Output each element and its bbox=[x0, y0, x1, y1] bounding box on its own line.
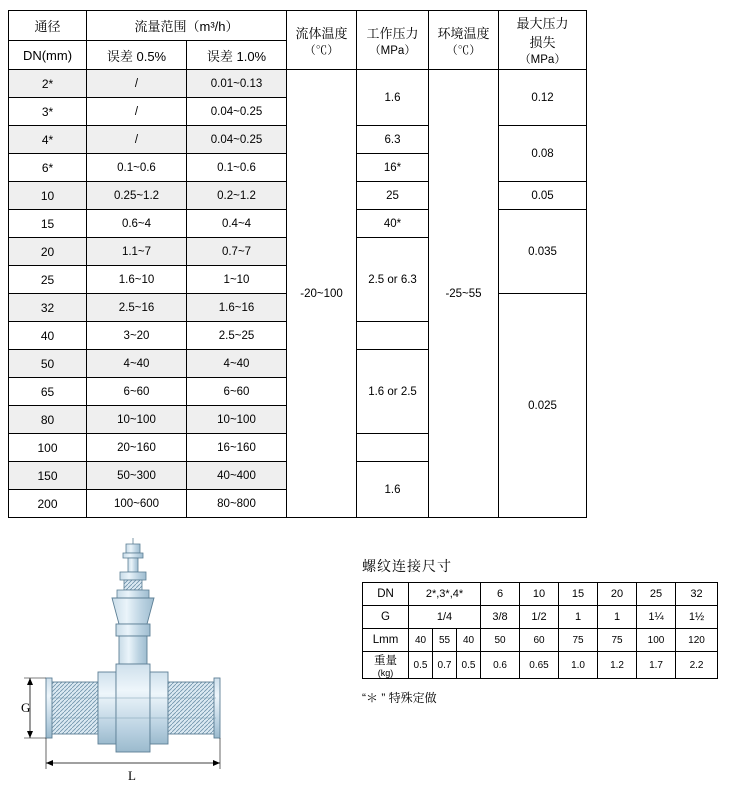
cell-flow-error-05: 2.5~16 bbox=[87, 294, 187, 322]
cell-flow-error-10: 0.4~4 bbox=[187, 210, 287, 238]
thread-cell-l: 50 bbox=[481, 629, 520, 652]
thread-cell-l: 40 bbox=[457, 629, 481, 652]
cell-flow-error-10: 0.01~0.13 bbox=[187, 70, 287, 98]
thread-cell-dn: 6 bbox=[481, 583, 520, 606]
thread-cell-weight: 1.2 bbox=[598, 652, 637, 679]
cell-work-pressure: 40* bbox=[357, 210, 429, 238]
thread-cell-weight: 0.5 bbox=[409, 652, 433, 679]
thread-dimension-table bbox=[362, 582, 718, 679]
thread-row-weight bbox=[363, 652, 718, 679]
header-max-loss-line2: 损失 bbox=[529, 35, 556, 50]
cell-flow-error-10: 80~800 bbox=[187, 490, 287, 518]
thread-row-g bbox=[363, 606, 718, 629]
header-work-pressure bbox=[357, 11, 429, 70]
thread-label-g: G bbox=[363, 606, 409, 629]
dimension-g bbox=[21, 678, 46, 738]
cell-work-pressure bbox=[357, 434, 429, 462]
thread-cell-dn: 15 bbox=[559, 583, 598, 606]
header-error-05: 误差 0.5% bbox=[87, 41, 187, 70]
thread-cell-l: 75 bbox=[559, 629, 598, 652]
header-flow-range: 流量范围（m³/h） bbox=[87, 11, 287, 41]
cell-flow-error-05: / bbox=[87, 98, 187, 126]
cell-flow-error-10: 10~100 bbox=[187, 406, 287, 434]
cell-dn: 2* bbox=[9, 70, 87, 98]
cell-dn: 25 bbox=[9, 266, 87, 294]
header-dn-title: 通径 bbox=[9, 11, 87, 41]
cell-flow-error-10: 40~400 bbox=[187, 462, 287, 490]
thread-cell-l: 60 bbox=[520, 629, 559, 652]
cell-flow-error-05: 100~600 bbox=[87, 490, 187, 518]
cell-flow-error-10: 0.04~0.25 bbox=[187, 126, 287, 154]
cell-flow-error-10: 1~10 bbox=[187, 266, 287, 294]
header-work-pressure-text: 工作压力 bbox=[366, 25, 419, 41]
cell-work-pressure: 1.6 or 2.5 bbox=[357, 350, 429, 434]
thread-cell-weight: 0.6 bbox=[481, 652, 520, 679]
cell-dn: 6* bbox=[9, 154, 87, 182]
cell-flow-error-10: 0.2~1.2 bbox=[187, 182, 287, 210]
cell-dn: 200 bbox=[9, 490, 87, 518]
cell-flow-error-10: 4~40 bbox=[187, 350, 287, 378]
thread-cell-g: 1/2 bbox=[520, 606, 559, 629]
cell-flow-error-05: / bbox=[87, 126, 187, 154]
thread-cell-g: 1/4 bbox=[409, 606, 481, 629]
thread-label-weight-unit: (kg) bbox=[377, 668, 394, 678]
specification-table bbox=[8, 10, 587, 518]
header-fluid-temp-text: 流体温度 bbox=[295, 25, 348, 41]
thread-cell-weight: 1.0 bbox=[559, 652, 598, 679]
cell-max-pressure-loss: 0.08 bbox=[499, 126, 587, 182]
header-ambient-temp bbox=[429, 11, 499, 70]
thread-cell-l: 120 bbox=[676, 629, 718, 652]
thread-cell-l: 75 bbox=[598, 629, 637, 652]
cell-max-pressure-loss: 0.05 bbox=[499, 182, 587, 210]
cell-flow-error-05: 50~300 bbox=[87, 462, 187, 490]
cell-dn: 50 bbox=[9, 350, 87, 378]
cell-flow-error-05: 1.1~7 bbox=[87, 238, 187, 266]
cell-work-pressure: 2.5 or 6.3 bbox=[357, 238, 429, 322]
header-ambient-temp-text: 环境温度 bbox=[437, 25, 490, 41]
specification-table-body bbox=[9, 70, 587, 518]
cell-flow-error-10: 0.7~7 bbox=[187, 238, 287, 266]
thread-cell-g: 1¼ bbox=[637, 606, 676, 629]
cell-flow-error-05: 0.6~4 bbox=[87, 210, 187, 238]
thread-table-note: “＊ ” 特殊定做 bbox=[362, 691, 437, 705]
thread-cell-l: 55 bbox=[433, 629, 457, 652]
header-dn-sub: DN(mm) bbox=[9, 41, 87, 70]
header-max-loss-unit: （MPa） bbox=[519, 54, 566, 66]
cell-flow-error-05: 10~100 bbox=[87, 406, 187, 434]
cell-flow-error-10: 1.6~16 bbox=[187, 294, 287, 322]
cell-dn: 32 bbox=[9, 294, 87, 322]
table-row bbox=[9, 70, 587, 98]
cell-max-pressure-loss: 0.025 bbox=[499, 294, 587, 518]
cell-flow-error-10: 6~60 bbox=[187, 378, 287, 406]
table-header-row-1 bbox=[9, 11, 587, 41]
header-error-10: 误差 1.0% bbox=[187, 41, 287, 70]
thread-label-l: Lmm bbox=[363, 629, 409, 652]
cell-work-pressure: 16* bbox=[357, 154, 429, 182]
pipe-body bbox=[46, 664, 220, 752]
thread-cell-dn: 10 bbox=[520, 583, 559, 606]
thread-row-dn bbox=[363, 583, 718, 606]
thread-cell-weight: 0.65 bbox=[520, 652, 559, 679]
cell-work-pressure: 25 bbox=[357, 182, 429, 210]
flowmeter-drawing bbox=[20, 520, 350, 785]
thread-cell-g: 1 bbox=[559, 606, 598, 629]
flowmeter-drawing-svg bbox=[20, 520, 350, 785]
thread-table-body bbox=[363, 583, 718, 679]
thread-table-title: 螺纹连接尺寸 bbox=[362, 558, 452, 574]
thread-label-weight bbox=[363, 652, 409, 679]
cell-work-pressure bbox=[357, 322, 429, 350]
header-max-loss-line1: 最大压力 bbox=[516, 16, 569, 31]
thread-cell-l: 100 bbox=[637, 629, 676, 652]
cell-fluid-temp: -20~100 bbox=[287, 70, 357, 518]
thread-dimension-section bbox=[362, 556, 722, 706]
cell-flow-error-05: 6~60 bbox=[87, 378, 187, 406]
thread-cell-g: 1½ bbox=[676, 606, 718, 629]
cell-flow-error-05: 1.6~10 bbox=[87, 266, 187, 294]
cell-dn: 20 bbox=[9, 238, 87, 266]
cell-flow-error-05: 3~20 bbox=[87, 322, 187, 350]
cell-work-pressure: 1.6 bbox=[357, 70, 429, 126]
cell-ambient-temp: -25~55 bbox=[429, 70, 499, 518]
specification-table-container bbox=[8, 10, 586, 518]
thread-cell-dn: 2*,3*,4* bbox=[409, 583, 481, 606]
thread-label-dn: DN bbox=[363, 583, 409, 606]
cell-dn: 4* bbox=[9, 126, 87, 154]
cell-work-pressure: 6.3 bbox=[357, 126, 429, 154]
cell-dn: 3* bbox=[9, 98, 87, 126]
cell-flow-error-05: 4~40 bbox=[87, 350, 187, 378]
thread-cell-l: 40 bbox=[409, 629, 433, 652]
sensor-top-assembly bbox=[112, 538, 154, 664]
header-ambient-temp-unit: （℃） bbox=[446, 44, 481, 57]
cell-flow-error-10: 16~160 bbox=[187, 434, 287, 462]
thread-cell-weight: 0.5 bbox=[457, 652, 481, 679]
thread-cell-weight: 2.2 bbox=[676, 652, 718, 679]
thread-cell-weight: 0.7 bbox=[433, 652, 457, 679]
cell-flow-error-05: 0.25~1.2 bbox=[87, 182, 187, 210]
cell-flow-error-05: / bbox=[87, 70, 187, 98]
thread-cell-dn: 32 bbox=[676, 583, 718, 606]
cell-dn: 40 bbox=[9, 322, 87, 350]
cell-work-pressure: 1.6 bbox=[357, 462, 429, 518]
header-work-pressure-unit: （MPa） bbox=[369, 44, 416, 57]
cell-flow-error-10: 0.1~0.6 bbox=[187, 154, 287, 182]
cell-dn: 10 bbox=[9, 182, 87, 210]
cell-flow-error-10: 0.04~0.25 bbox=[187, 98, 287, 126]
cell-flow-error-05: 0.1~0.6 bbox=[87, 154, 187, 182]
dimension-g-label: G bbox=[21, 700, 31, 715]
thread-label-weight-text: 重量 bbox=[374, 655, 397, 667]
cell-dn: 80 bbox=[9, 406, 87, 434]
thread-cell-dn: 20 bbox=[598, 583, 637, 606]
thread-cell-g: 3/8 bbox=[481, 606, 520, 629]
cell-dn: 15 bbox=[9, 210, 87, 238]
cell-dn: 65 bbox=[9, 378, 87, 406]
header-max-pressure-loss bbox=[499, 11, 587, 70]
header-fluid-temp-unit: （℃） bbox=[304, 44, 339, 57]
thread-cell-weight: 1.7 bbox=[637, 652, 676, 679]
thread-cell-g: 1 bbox=[598, 606, 637, 629]
cell-dn: 150 bbox=[9, 462, 87, 490]
cell-max-pressure-loss: 0.035 bbox=[499, 210, 587, 294]
thread-row-l bbox=[363, 629, 718, 652]
cell-flow-error-05: 20~160 bbox=[87, 434, 187, 462]
cell-flow-error-10: 2.5~25 bbox=[187, 322, 287, 350]
header-fluid-temp bbox=[287, 11, 357, 70]
thread-cell-dn: 25 bbox=[637, 583, 676, 606]
cell-dn: 100 bbox=[9, 434, 87, 462]
dimension-l-label: L bbox=[128, 768, 136, 783]
cell-max-pressure-loss: 0.12 bbox=[499, 70, 587, 126]
